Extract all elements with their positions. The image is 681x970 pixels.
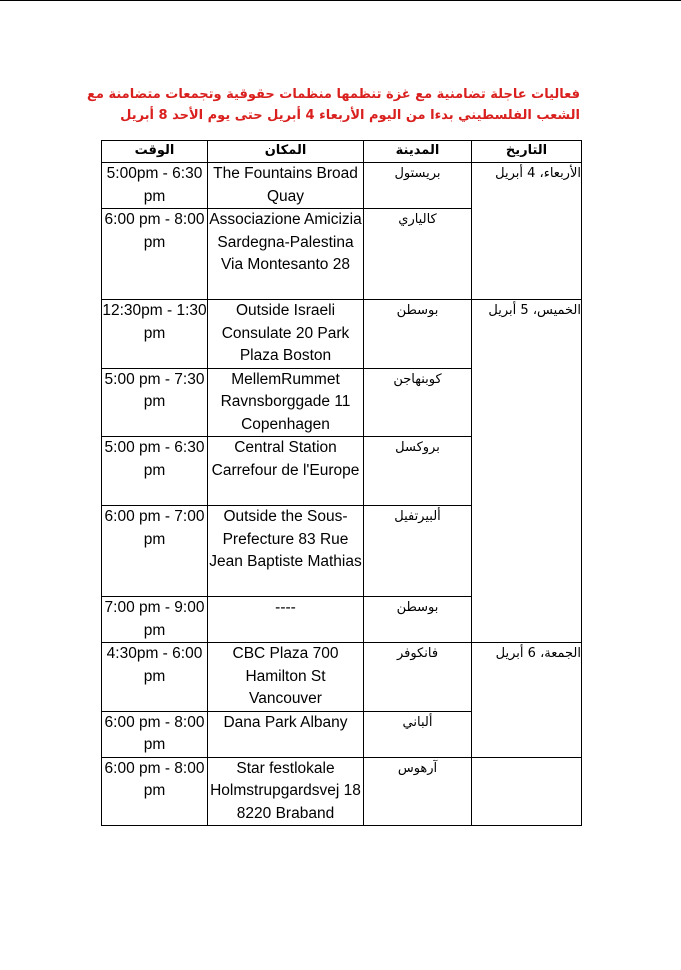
event-place: Outside Israeli Consulate 20 Park Plaza Boston [208,300,364,369]
event-date: الأربعاء، 4 أبريل [472,163,582,300]
event-time: 5:00 pm - 7:30 pm [102,368,208,437]
event-city: بوسطن [364,597,472,643]
event-place: Associazione Amicizia Sardegna-Palestina Via Montesanto 28 [208,209,364,300]
top-border-line [0,0,681,1]
event-place: Central Station Carrefour de l'Europe [208,437,364,506]
table-header-row [102,141,582,163]
event-time: 7:00 pm - 9:00 pm [102,597,208,643]
event-city: بروكسل [364,437,472,506]
event-place: Outside the Sous-Prefecture 83 Rue Jean Baptiste Mathias [208,506,364,597]
event-place: ---- [208,597,364,643]
event-date [472,757,582,826]
event-time: 4:30pm - 6:00 pm [102,643,208,712]
header-city: المدينة [364,141,472,163]
header-place: المكان [208,141,364,163]
event-city: بريستول [364,163,472,209]
table-row [102,300,582,369]
event-city: فانكوفر [364,643,472,712]
page-title [60,84,580,126]
event-place: Dana Park Albany [208,711,364,757]
event-time: 5:00 pm - 6:30 pm [102,437,208,506]
event-place: Star festlokale Holmstrupgardsvej 18 8220 Braband [208,757,364,826]
event-time: 6:00 pm - 8:00 pm [102,757,208,826]
event-city: كالياري [364,209,472,300]
event-time: 12:30pm - 1:30 pm [102,300,208,369]
header-date: التاريخ [472,141,582,163]
event-city: آرهوس [364,757,472,826]
table-row [102,643,582,712]
events-table [101,140,582,826]
event-date: الجمعة، 6 أبريل [472,643,582,758]
event-city: كوبنهاجن [364,368,472,437]
header-time: الوقت [102,141,208,163]
event-time: 5:00pm - 6:30 pm [102,163,208,209]
event-place: The Fountains Broad Quay [208,163,364,209]
event-place: CBC Plaza 700 Hamilton St Vancouver [208,643,364,712]
title-line-1: فعاليات عاجلة تضامنية مع غزة تنظمها منظمات حقوقية وتجمعات متضامنة مع [87,87,580,102]
event-place: MellemRummet Ravnsborggade 11 Copenhagen [208,368,364,437]
table-row [102,757,582,826]
table-row [102,163,582,209]
event-city: بوسطن [364,300,472,369]
event-time: 6:00 pm - 8:00 pm [102,711,208,757]
event-time: 6:00 pm - 8:00 pm [102,209,208,300]
event-date: الخميس، 5 أبريل [472,300,582,643]
event-time: 6:00 pm - 7:00 pm [102,506,208,597]
event-city: ألبيرتفيل [364,506,472,597]
event-city: ألباني [364,711,472,757]
title-line-2: الشعب الفلسطيني بدءا من اليوم الأربعاء 4 أبريل حتى يوم الأحد 8 أبريل [120,108,580,123]
